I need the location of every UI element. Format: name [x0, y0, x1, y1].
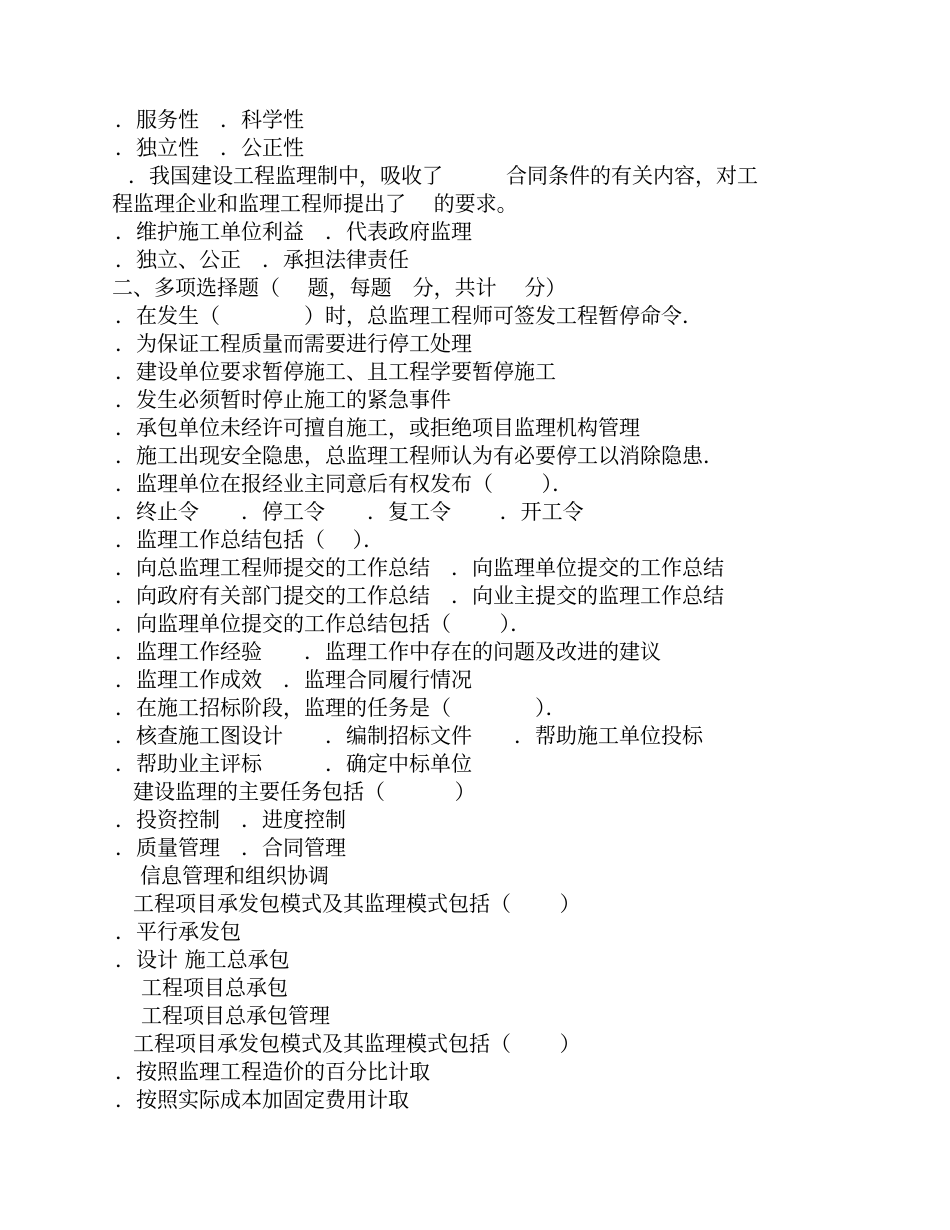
text-line: 工程项目承发包模式及其监理模式包括（ ） [133, 892, 581, 916]
text-line: ．维护施工单位利益 ．代表政府监理 [115, 220, 472, 244]
text-line: ．终止令 ．停工令 ．复工令 ．开工令 [115, 500, 584, 524]
text-line: 信息管理和组织协调 [140, 864, 329, 888]
text-line: ．核查施工图设计 ．编制招标文件 ．帮助施工单位投标 [115, 724, 703, 748]
text-line: ．我国建设工程监理制中，吸收了 合同条件的有关内容，对工 [128, 164, 758, 188]
text-line: ．为保证工程质量而需要进行停工处理 [115, 332, 472, 356]
text-line: 建设监理的主要任务包括（ ） [133, 780, 476, 804]
text-line: ．帮助业主评标 ．确定中标单位 [115, 752, 472, 776]
text-line: ．按照实际成本加固定费用计取 [115, 1088, 409, 1112]
text-line: ．按照监理工程造价的百分比计取 [115, 1060, 430, 1084]
text-line: 工程项目总承包 [141, 976, 288, 1000]
text-line: ．在发生（ ）时，总监理工程师可签发工程暂停命令． [115, 304, 703, 328]
text-line: ．投资控制 ．进度控制 [115, 808, 346, 832]
text-line: 程监理企业和监理工程师提出了 的要求。 [112, 192, 518, 216]
text-line: ．监理工作总结包括（ ）． [115, 528, 385, 552]
text-line: ．向总监理工程师提交的工作总结 ．向监理单位提交的工作总结 [115, 556, 724, 580]
text-line: 工程项目承发包模式及其监理模式包括（ ） [133, 1032, 581, 1056]
text-line: ．平行承发包 [115, 920, 241, 944]
text-line: ．向政府有关部门提交的工作总结 ．向业主提交的监理工作总结 [115, 584, 724, 608]
text-line: ．向监理单位提交的工作总结包括（ ）． [115, 612, 532, 636]
text-line: ．独立性 ．公正性 [115, 136, 304, 160]
text-line: ．施工出现安全隐患，总监理工程师认为有必要停工以消除隐患． [115, 444, 724, 468]
text-line: ．设计 施工总承包 [115, 948, 290, 972]
text-line: 工程项目总承包管理 [141, 1004, 330, 1028]
text-line: ．服务性 ．科学性 [115, 108, 304, 132]
text-line: ．发生必须暂时停止施工的紧急事件 [115, 388, 451, 412]
text-line: ．承包单位未经许可擅自施工，或拒绝项目监理机构管理 [115, 416, 640, 440]
section-heading: 二、多项选择题（ 题，每题 分，共计 分） [112, 276, 567, 300]
text-line: ．监理工作经验 ．监理工作中存在的问题及改进的建议 [115, 640, 661, 664]
text-line: ．在施工招标阶段，监理的任务是（ ）． [115, 696, 567, 720]
text-line: ．监理单位在报经业主同意后有权发布（ ）． [115, 472, 574, 496]
text-line: ．监理工作成效 ．监理合同履行情况 [115, 668, 472, 692]
text-line: ．建设单位要求暂停施工、且工程学要暂停施工 [115, 360, 556, 384]
text-line: ．独立、公正 ．承担法律责任 [115, 248, 409, 272]
text-line: ．质量管理 ．合同管理 [115, 836, 346, 860]
